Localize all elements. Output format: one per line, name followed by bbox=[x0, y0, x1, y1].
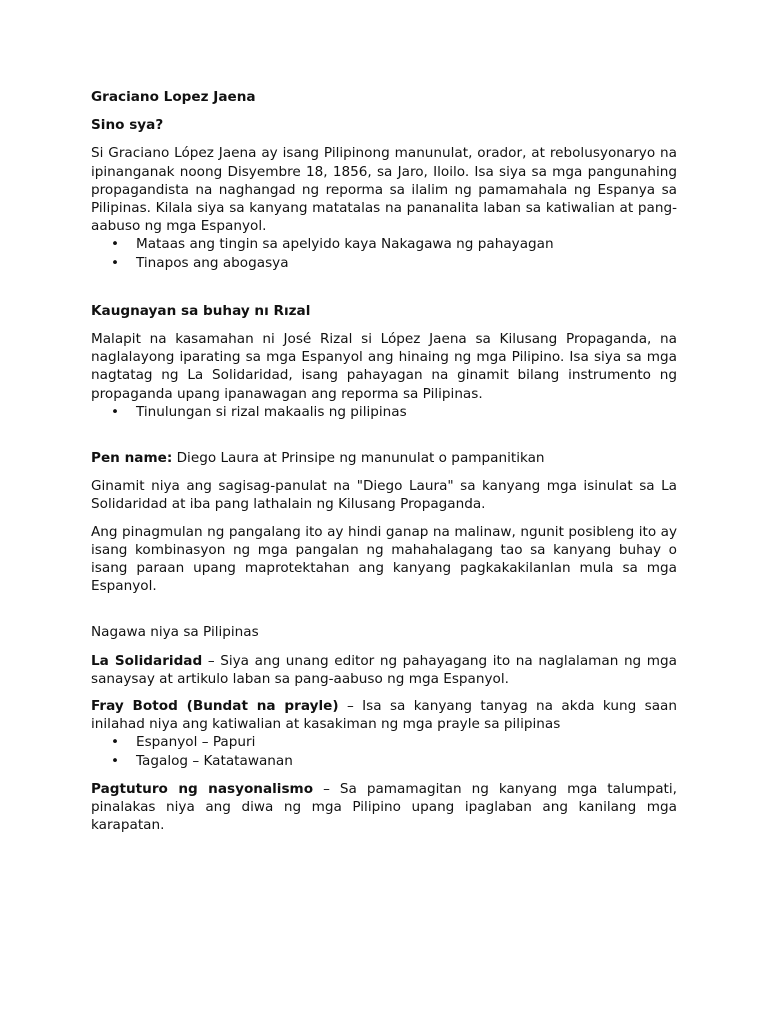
section-heading-kaugnayan: Kaugnayan sa buhay nı Rızal bbox=[91, 302, 311, 319]
paragraph-pen-name-usage: Ginamit niya ang sagisag-panulat na "Diego Laura" sa kanyang mga isinulat sa La Solidaridad at iba pang lathalain ng Kilusang Propaganda. bbox=[91, 478, 677, 513]
list-item bbox=[91, 235, 677, 253]
document-title: Graciano Lopez Jaena bbox=[91, 89, 256, 105]
list-item-text: Tinulungan si rizal makaalis ng pilipinas bbox=[136, 403, 407, 420]
section-heading-sino-sya: Sino sya? bbox=[91, 117, 164, 134]
pen-name-label: Pen name: bbox=[91, 450, 173, 467]
paragraph-intro: Si Graciano López Jaena ay isang Pilipinong manunulat, orador, at rebolusyonaryo na ipinanganak noong Disyembre 18, 1856, sa Jaro, Iloilo. Isa siya sa mga pangunahing propagandista na naghangad ng reporma sa ilalim ng pamamahala ng Espanya sa Pilipinas. Kilala siya sa kanyang matatalas na pananalita laban sa katiwalian at pang-aabuso ng mga Espanyol. bbox=[91, 145, 677, 235]
list-item bbox=[91, 403, 677, 421]
list-item-text: Mataas ang tingin sa apelyido kaya Nakagawa ng pahayagan bbox=[136, 236, 554, 253]
list-item-text: Tinapos ang abogasya bbox=[136, 254, 289, 271]
paragraph-kaugnayan: Malapit na kasamahan ni José Rizal si López Jaena sa Kilusang Propaganda, na naglalayong iparating sa mga Espanyol ang hinaing ng mga Pilipino. Isa siya sa mga nagtatag ng La Solidaridad, isang pahayagan na ginamit bilang instrumento ng propaganda upang ipanawagan ang reporma sa Pilipinas. bbox=[91, 331, 677, 402]
achievement-text: – Sa pamamagitan ng kanyang mga talumpati, pinalakas niya ang diwa ng mga Pilipino upang ipaglaban ang kanilang mga karapatan. bbox=[91, 780, 677, 834]
achievement-nasyonalismo bbox=[91, 780, 677, 835]
list-item bbox=[91, 254, 677, 272]
bullet-icon: • bbox=[111, 752, 120, 769]
bullet-list-kaugnayan bbox=[91, 403, 677, 421]
achievement-la-solidaridad bbox=[91, 652, 677, 688]
section-heading-nagawa: Nagawa niya sa Pilipinas bbox=[91, 624, 259, 641]
list-item bbox=[91, 752, 677, 770]
achievement-label: Pagtuturo ng nasyonalismo bbox=[91, 780, 314, 797]
document-page bbox=[91, 88, 677, 835]
bullet-list-fray-botod bbox=[91, 733, 677, 769]
pen-name-line bbox=[91, 449, 677, 467]
bullet-icon: • bbox=[111, 236, 120, 253]
pen-name-text: Diego Laura at Prinsipe ng manunulat o pampanitikan bbox=[172, 450, 545, 467]
paragraph-pen-name-origin: Ang pinagmulan ng pangalang ito ay hindi ganap na malinaw, ngunit posibleng ito ay isang kombinasyon ng mga pangalan ng mahahalagang tao sa kanyang buhay o isang paraan upang maprotektahan ang kanyang pagkakakilanlan mula sa mga Espanyol. bbox=[91, 523, 677, 595]
achievement-fray-botod bbox=[91, 697, 677, 733]
bullet-icon: • bbox=[111, 254, 120, 271]
achievement-text: – Siya ang unang editor ng pahayagang ito na naglalaman ng mga sanaysay at artikulo laban sa pang-aabuso ng mga Espanyol. bbox=[91, 652, 677, 687]
list-item-text: Espanyol – Papuri bbox=[136, 734, 256, 751]
list-item-text: Tagalog – Katatawanan bbox=[136, 752, 293, 769]
bullet-icon: • bbox=[111, 403, 120, 420]
achievement-text: – Isa sa kanyang tanyag na akda kung saan inilahad niya ang katiwalian at kasakiman ng mga prayle sa pilipinas bbox=[91, 698, 677, 733]
bullet-list-intro bbox=[91, 235, 677, 271]
list-item bbox=[91, 733, 677, 751]
achievement-label: La Solidaridad bbox=[91, 652, 203, 669]
bullet-icon: • bbox=[111, 734, 120, 751]
achievement-label: Fray Botod (Bundat na prayle) bbox=[91, 698, 339, 715]
